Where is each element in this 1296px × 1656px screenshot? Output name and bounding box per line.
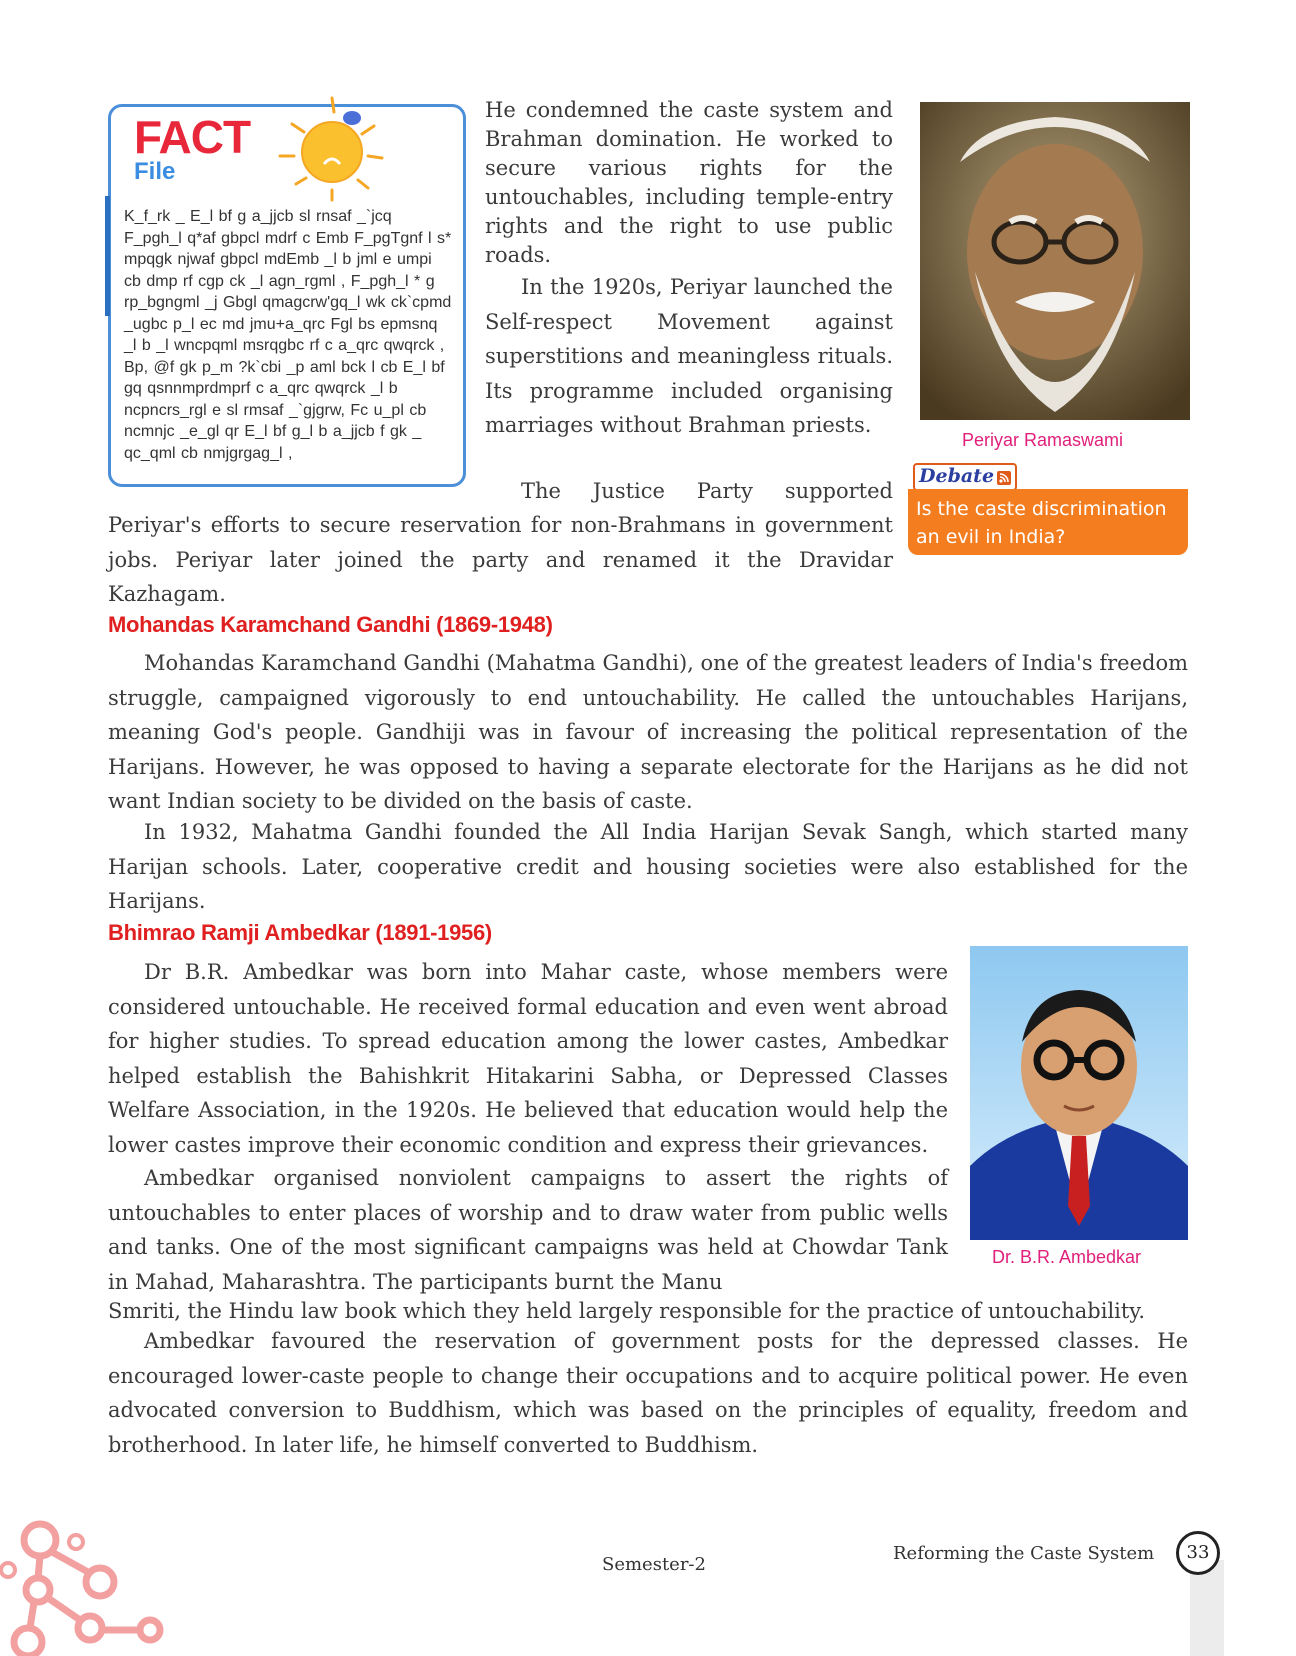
debate-label: Debate <box>919 465 995 487</box>
debate-tag <box>913 463 1017 491</box>
fact-file-title: FACT <box>134 111 251 163</box>
fact-file-subtitle: File <box>134 158 176 185</box>
debate-question: Is the caste discrimination an evil in India? <box>908 489 1188 555</box>
gandhi-paragraph-1: Mohandas Karamchand Gandhi (Mahatma Gandhi), one of the greatest leaders of India's freedom struggle, campaigned vigorously to end untouchability. He called the untouchables Harijans, meaning God's people. Gandhiji was in favour of increasing the political representation of the Harijans. However, he was opposed to having a separate electorate for the Harijans as he did not want Indian society to be divided on the basis of caste. <box>108 651 1188 813</box>
gandhi-paragraph-2: In 1932, Mahatma Gandhi founded the All India Harijan Sevak Sangh, which started many Harijan schools. Later, cooperative credit and housing societies were also established for the Harijans. <box>108 820 1188 913</box>
periyar-paragraph-1: He condemned the caste system and Brahman domination. He worked to secure various rights for the untouchables, including temple-entry rights and the right to use public roads. <box>485 98 893 267</box>
justice-party-paragraph: Periyar's efforts to secure reservation for non-Brahmans in government jobs. Periyar later joined the party and renamed it the Dravidar Kazhagam. <box>108 513 893 606</box>
periyar-caption: Periyar Ramaswami <box>962 430 1124 450</box>
justice-party-line: The Justice Party supported <box>521 479 893 503</box>
page-number: 33 <box>1176 1531 1220 1575</box>
ambedkar-paragraph-3: Ambedkar favoured the reservation of government posts for the depressed classes. He encouraged lower-caste people to change their occupations and to acquire political power. He even advocated conversion to Buddhism, which was based on the principles of equality, freedom and brotherhood. In later life, he himself converted to Buddhism. <box>108 1329 1188 1457</box>
gandhi-heading: Mohandas Karamchand Gandhi (1869-1948) <box>108 612 553 637</box>
fact-file-text: K_f_rk _ E_l bf g a_jjcb sl rnsaf _`jcq F_pgh_l q*af gbpcl mdrf c Emb F_pgTgnf l s* mpqgk njwaf gbpcl mdEmb _l b jml e umpi cb dmp rf cgp ck _l agn_rgml , F_pgh_l * g rp_bgngml _j Gbgl qmagcrw'gq_l wk ck`cpmd _ugbc p_l ec md jmu+a_qrc Fgl bs epmsnq _l b _l wncpqml msrqgbc rf c a_qrc qwqrck , Bp, @f gk p_m ?k`cbi _p aml bck l cb E_l bf gq qsnnmprdmprf c a_qrc qwqrck _l b ncpncrs_rgl e sl rmsaf _`gjgrw, Fc u_pl cb ncmnjc _e_gl qr E_l bf g_l b a_jjcb f gk _ qc_qml cb nmjgrgag_l , <box>124 208 452 462</box>
footer-semester: Semester-2 <box>602 1554 706 1575</box>
rss-icon <box>997 471 1011 485</box>
ambedkar-paragraph-2: Ambedkar organised nonviolent campaigns to assert the rights of untouchables to enter places of worship and to draw water from public wells and tanks. One of the most significant campaigns was held at Chowdar Tank in Mahad, Maharashtra. The participants burnt the Manu <box>108 1166 948 1294</box>
ambedkar-caption: Dr. B.R. Ambedkar <box>992 1247 1142 1267</box>
ambedkar-paragraph-2-continued: Smriti, the Hindu law book which they held largely responsible for the practice of untouchability. <box>108 1299 1146 1323</box>
footer-chapter-title: Reforming the Caste System <box>893 1543 1155 1564</box>
ambedkar-paragraph-1: Dr B.R. Ambedkar was born into Mahar caste, whose members were considered untouchable. He received formal education and even went abroad for higher studies. To spread education among the lower castes, Ambedkar helped establish the Bahishkrit Hitakarini Sabha, or Depressed Classes Welfare Association, in the 1920s. He believed that education would help the lower castes improve their economic condition and express their grievances. <box>108 960 948 1157</box>
decorative-circles <box>0 1510 180 1656</box>
ambedkar-photo <box>970 946 1188 1240</box>
fact-file-accent-bar <box>105 196 110 316</box>
periyar-paragraph-2: In the 1920s, Periyar launched the Self-respect Movement against superstitions and meaningless rituals. Its programme included organising marriages without Brahman priests. <box>485 275 893 437</box>
ambedkar-heading: Bhimrao Ramji Ambedkar (1891-1956) <box>108 920 492 945</box>
periyar-photo <box>920 102 1190 420</box>
lightbulb-icon <box>276 94 386 202</box>
